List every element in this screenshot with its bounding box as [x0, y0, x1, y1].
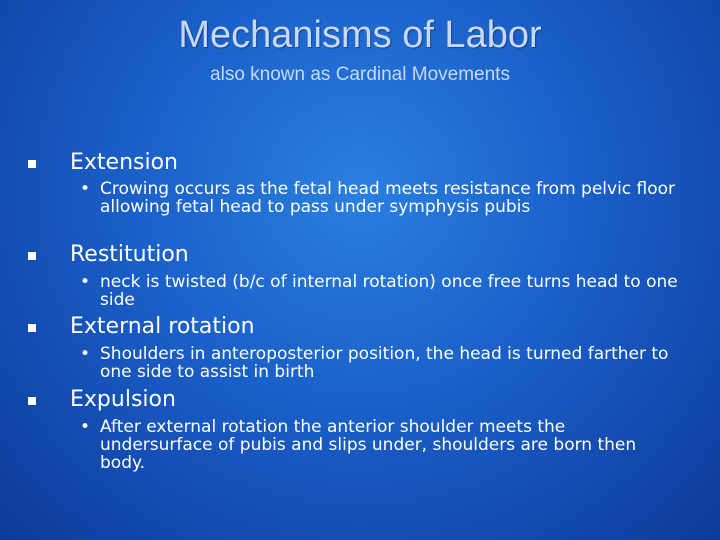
- dot-bullet-icon: •: [80, 272, 91, 292]
- item-heading: External rotation: [70, 314, 255, 339]
- square-bullet-icon: [28, 160, 36, 168]
- slide-title: Mechanisms of Labor: [178, 14, 542, 56]
- item-heading: Extension: [70, 150, 179, 175]
- item-detail: • Shoulders in anteroposterior position, the head is turned farther to one side to assist in birth: [80, 344, 669, 382]
- item-detail: • neck is twisted (b/c of internal rotation) once free turns head to one side: [80, 272, 678, 310]
- slide-subtitle: also known as Cardinal Movements: [210, 64, 510, 85]
- item-heading: Restitution: [70, 242, 189, 267]
- square-bullet-icon: [28, 324, 36, 332]
- item-detail: • After external rotation the anterior shoulder meets the undersurface of pubis and slips under, shoulders are born then body.: [80, 417, 637, 473]
- dot-bullet-icon: •: [80, 417, 91, 437]
- item-detail: • Crowing occurs as the fetal head meets resistance from pelvic floor allowing fetal head to pass under symphysis pubis: [80, 179, 676, 217]
- dot-bullet-icon: •: [80, 179, 91, 199]
- square-bullet-icon: [28, 252, 36, 260]
- square-bullet-icon: [28, 397, 36, 405]
- item-heading: Expulsion: [70, 387, 176, 412]
- dot-bullet-icon: •: [80, 344, 91, 364]
